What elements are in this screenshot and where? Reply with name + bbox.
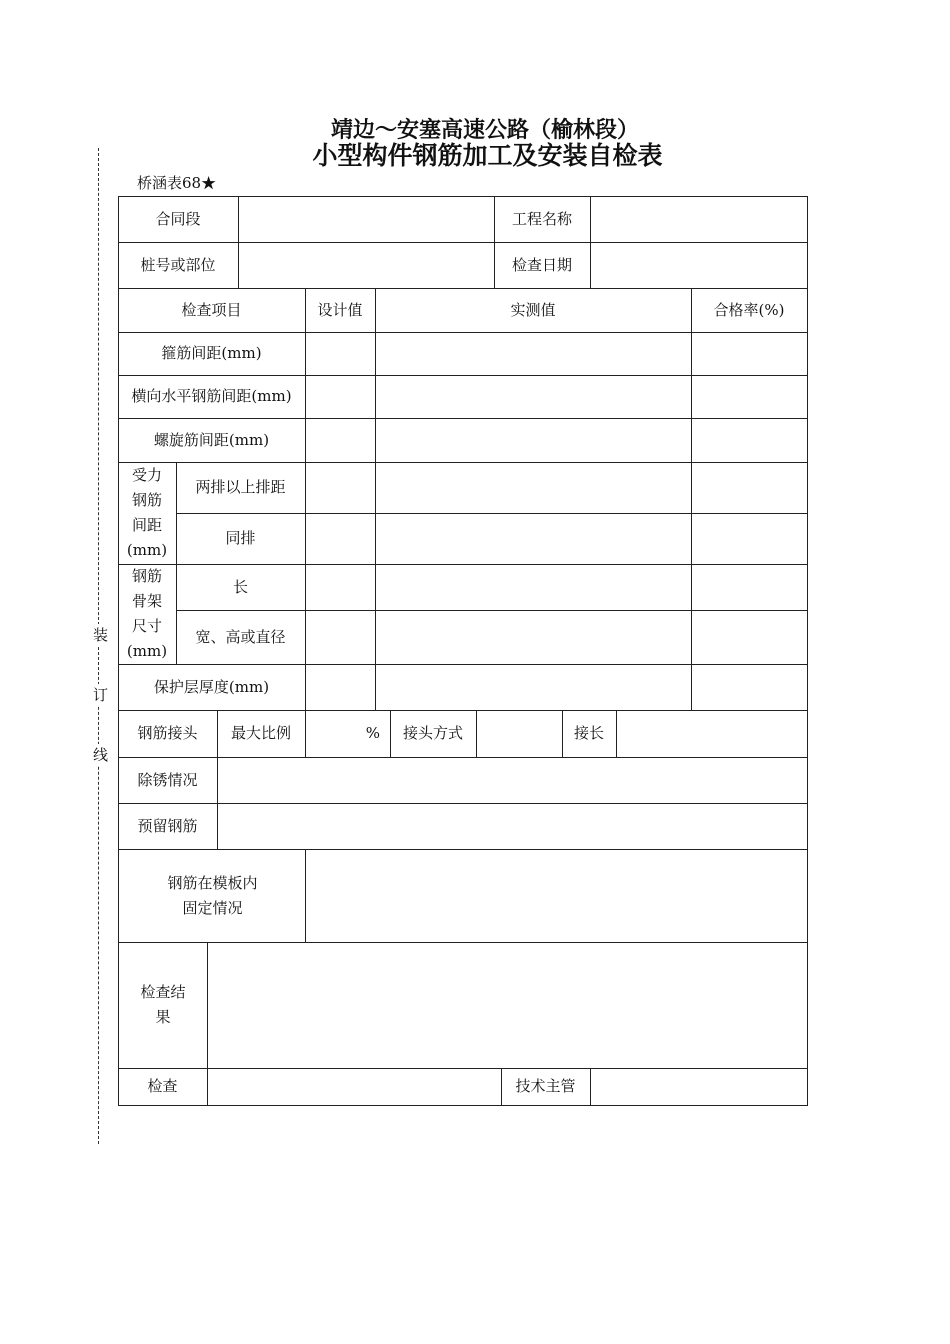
- row-group-main-bar-spacing: 受力钢筋间距(mm): [126, 466, 168, 559]
- binding-char-xian: 线: [93, 746, 109, 764]
- station-label: 桩号或部位: [140, 255, 216, 274]
- spiral-pass-rate-field[interactable]: [691, 418, 807, 462]
- width-measured-field[interactable]: [375, 610, 691, 664]
- horizontal-measured-field[interactable]: [375, 375, 691, 418]
- contract-section-field[interactable]: [239, 196, 494, 242]
- row-label-width: 宽、高或直径: [195, 627, 286, 646]
- same-row-measured-field[interactable]: [375, 513, 691, 564]
- spiral-measured-field[interactable]: [375, 418, 691, 462]
- document-title-line1: 靖边～安塞高速公路（榆林段）: [330, 118, 639, 143]
- stirrup-pass-rate-field[interactable]: [691, 332, 807, 375]
- lap-label: 接长: [573, 724, 604, 742]
- inspection-date-field[interactable]: [591, 242, 807, 288]
- length-measured-field[interactable]: [375, 564, 691, 610]
- inspection-date-label: 检查日期: [511, 255, 572, 274]
- max-ratio-field[interactable]: %: [365, 724, 380, 742]
- cover-measured-field[interactable]: [375, 664, 691, 710]
- cover-pass-rate-field[interactable]: [691, 664, 807, 710]
- rust-removal-label: 除锈情况: [137, 770, 198, 789]
- station-field[interactable]: [239, 242, 494, 288]
- column-header-design: 设计值: [317, 300, 363, 319]
- horizontal-pass-rate-field[interactable]: [691, 375, 807, 418]
- multi-row-measured-field[interactable]: [375, 462, 691, 513]
- same-row-design-field[interactable]: [305, 513, 375, 564]
- stirrup-measured-field[interactable]: [375, 332, 691, 375]
- project-name-field[interactable]: [591, 196, 807, 242]
- joint-method-label: 接头方式: [402, 724, 463, 742]
- reserved-bar-field[interactable]: [217, 803, 807, 849]
- project-name-label: 工程名称: [511, 209, 572, 228]
- fixing-field[interactable]: [305, 849, 807, 942]
- row-label-length: 长: [232, 577, 248, 596]
- cover-design-field[interactable]: [305, 664, 375, 710]
- row-group-cage-size: 钢筋骨架尺寸(mm): [126, 567, 168, 660]
- max-ratio-label: 最大比例: [230, 724, 291, 742]
- column-header-pass-rate: 合格率(%): [713, 300, 785, 319]
- same-row-pass-rate-field[interactable]: [691, 513, 807, 564]
- spiral-design-field[interactable]: [305, 418, 375, 462]
- stirrup-design-field[interactable]: [305, 332, 375, 375]
- reserved-bar-label: 预留钢筋: [137, 816, 198, 835]
- document-title-line2: 小型构件钢筋加工及安装自检表: [312, 141, 663, 170]
- width-pass-rate-field[interactable]: [691, 610, 807, 664]
- rust-removal-field[interactable]: [217, 757, 807, 803]
- supervisor-field[interactable]: [590, 1068, 807, 1105]
- multi-row-design-field[interactable]: [305, 462, 375, 513]
- result-field[interactable]: [207, 942, 807, 1068]
- column-header-item: 检查项目: [181, 300, 242, 319]
- row-label-same-row: 同排: [225, 529, 256, 547]
- length-design-field[interactable]: [305, 564, 375, 610]
- joint-method-field[interactable]: [476, 710, 562, 757]
- row-label-cover: 保护层厚度(mm): [153, 677, 270, 696]
- supervisor-label: 技术主管: [515, 1077, 576, 1095]
- inspector-field[interactable]: [207, 1068, 501, 1105]
- column-header-measured: 实测值: [510, 300, 556, 319]
- row-label-horizontal: 横向水平钢筋间距(mm): [131, 387, 292, 405]
- binding-line: [98, 148, 99, 1144]
- multi-row-pass-rate-field[interactable]: [691, 462, 807, 513]
- form-code: 桥涵表68★: [137, 174, 217, 192]
- inspector-label: 检查: [147, 1077, 178, 1095]
- row-label-multi-row: 两排以上排距: [195, 478, 286, 496]
- length-pass-rate-field[interactable]: [691, 564, 807, 610]
- joint-label: 钢筋接头: [137, 724, 198, 742]
- result-label: 检查结果: [140, 983, 186, 1026]
- binding-char-ding: 订: [93, 686, 109, 704]
- row-label-spiral: 螺旋筋间距(mm): [153, 430, 270, 449]
- width-design-field[interactable]: [305, 610, 375, 664]
- binding-char-zhuang: 装: [93, 626, 109, 644]
- contract-section-label: 合同段: [155, 209, 201, 228]
- horizontal-design-field[interactable]: [305, 375, 375, 418]
- row-label-stirrup: 箍筋间距(mm): [161, 344, 262, 362]
- fixing-label: 钢筋在模板内固定情况: [167, 873, 258, 917]
- lap-field[interactable]: [616, 710, 807, 757]
